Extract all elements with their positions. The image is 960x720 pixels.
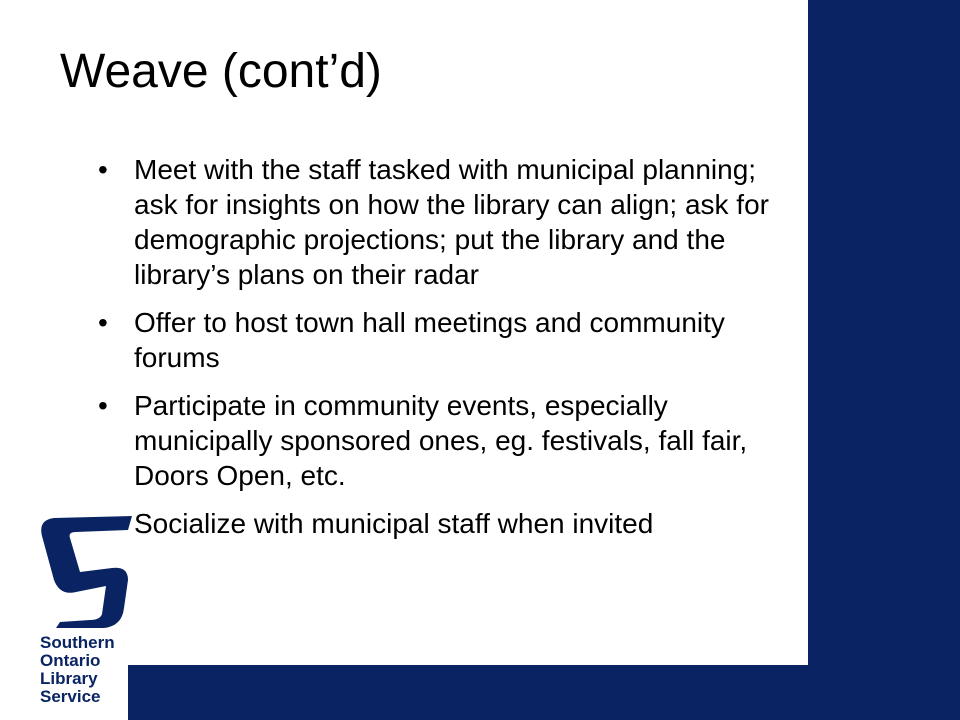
bullet-item: [98, 506, 804, 541]
bullet-list: [98, 152, 804, 554]
bullet-text: Participate in community events, especially municipally sponsored ones, eg. festivals, fall fair, Doors Open, etc.: [134, 390, 748, 491]
logo-text-line: Service: [40, 687, 101, 706]
logo-text-line: Southern: [40, 633, 115, 652]
bullet-text: Socialize with municipal staff when invited: [134, 508, 654, 539]
logo-wordmark: [40, 634, 115, 706]
bullet-text: Offer to host town hall meetings and community forums: [134, 307, 725, 373]
bullet-item: [98, 152, 804, 292]
sols-logo-icon: [32, 510, 136, 630]
bottom-accent-bar: [128, 665, 960, 720]
logo-text-line: Library: [40, 669, 98, 688]
bullet-item: [98, 388, 804, 493]
bullet-marker: •: [98, 154, 108, 185]
bullet-marker: •: [98, 307, 108, 338]
bullet-marker: •: [98, 390, 108, 421]
logo-text-line: Ontario: [40, 651, 101, 670]
bullet-item: [98, 305, 804, 375]
bullet-text: Meet with the staff tasked with municipal planning; ask for insights on how the library can align; ask for demographic projections; put the library and the library’s plans on their radar: [134, 154, 769, 290]
slide-title: Weave (cont’d): [60, 45, 382, 98]
right-accent-bar: [808, 0, 960, 720]
logo-swoosh-shape: [41, 516, 132, 628]
